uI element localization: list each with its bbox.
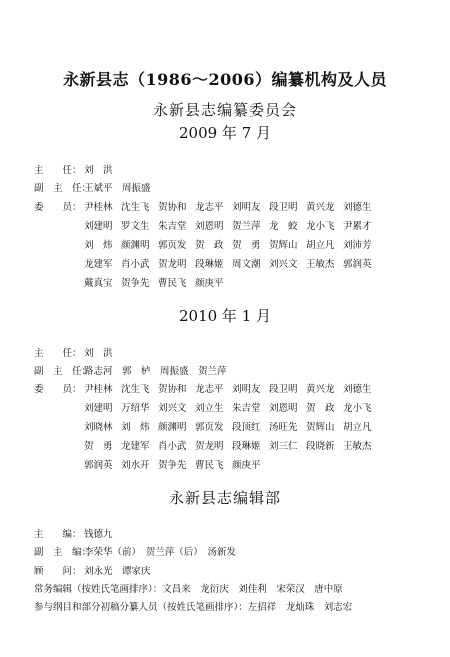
member-name: 贺 勇: [232, 240, 261, 251]
member-name: 龙志平: [195, 384, 224, 395]
member-name: 贺争先: [121, 278, 150, 289]
document-title: 永新县志（1986～2006）编纂机构及人员: [62, 70, 388, 89]
member-name: 尹累才: [343, 221, 372, 232]
advisor-label: 顾 问：: [34, 566, 82, 577]
committee-heading: 永新县志编纂委员会: [152, 101, 297, 119]
member-name: 刘明友: [232, 384, 261, 395]
member-name: 郭页发: [158, 240, 187, 251]
editorial-heading: 永新县志编辑部: [168, 489, 281, 507]
member-name: 刘建明: [84, 403, 113, 414]
member-name: 贺协和: [158, 384, 187, 395]
director-label: 主 任：: [34, 165, 82, 176]
member-names: [84, 237, 380, 255]
advisor-names: 刘永光 谭家庆: [84, 566, 151, 577]
member-name: 龙小飞: [343, 403, 372, 414]
member-name: 肖小武: [158, 441, 187, 452]
member-name: 贺 勇: [84, 441, 113, 452]
member-names: [84, 400, 380, 418]
deputy-director-names: 路志河 郭 栌 周振盛 贺兰萍: [84, 366, 227, 377]
member-names: [84, 199, 380, 217]
director-name: 刘 洪: [84, 165, 113, 176]
member-names: [84, 275, 232, 293]
member-name: 刘晓林: [84, 422, 113, 433]
members-label: 委 员：: [34, 202, 82, 213]
member-name: 刘兴文: [269, 259, 298, 270]
member-name: 刘恩明: [269, 403, 298, 414]
member-name: 贺争先: [158, 460, 187, 471]
member-name: 颜渊明: [121, 240, 150, 251]
member-names: [84, 381, 380, 399]
member-name: 罗文生: [121, 221, 150, 232]
member-name: 颜庚平: [232, 460, 261, 471]
member-name: 胡立凡: [343, 422, 372, 433]
deputy-editor-label: 副 主 编：: [34, 547, 92, 558]
director-name: 刘 洪: [84, 348, 113, 359]
member-name: 刘沛芳: [343, 240, 372, 251]
member-name: 刘德生: [343, 384, 372, 395]
member-name: 龙志平: [195, 202, 224, 213]
member-name: 刘三仁: [269, 441, 298, 452]
member-names: [84, 256, 380, 274]
member-names: [84, 419, 380, 437]
member-name: 沈生飞: [121, 384, 150, 395]
member-name: 贺 政: [306, 403, 335, 414]
member-name: 贺兰萍: [232, 221, 261, 232]
member-name: 刘 炜: [84, 240, 113, 251]
member-name: 段晓新: [306, 441, 335, 452]
standing-editors-text: 常务编辑（按姓氏笔画排序）：文昌来 龙衍庆 刘佳利 宋荣汉 唐中原: [34, 584, 343, 595]
member-name: 段琳姬: [232, 441, 261, 452]
member-name: 刘明友: [232, 202, 261, 213]
member-name: 贺 政: [195, 240, 224, 251]
member-name: 曹民飞: [158, 278, 187, 289]
member-name: 尹桂林: [84, 202, 113, 213]
member-names: [84, 457, 269, 475]
member-name: 贺辉山: [306, 422, 335, 433]
member-name: 龙小飞: [306, 221, 335, 232]
member-name: 段卫明: [269, 384, 298, 395]
chief-editor-name: 钱德九: [84, 529, 113, 540]
member-name: 尹桂林: [84, 384, 113, 395]
member-name: 龙建军: [84, 259, 113, 270]
member-name: 龙 蛟: [269, 221, 298, 232]
member-name: 胡立凡: [306, 240, 335, 251]
member-name: 王敏杰: [306, 259, 335, 270]
member-names: [84, 218, 380, 236]
member-name: 颜庚平: [195, 278, 224, 289]
member-name: 沈生飞: [121, 202, 150, 213]
member-name: 刘兴文: [158, 403, 187, 414]
member-name: 段琳姬: [195, 259, 224, 270]
member-name: 戴真宝: [84, 278, 113, 289]
deputy-editor-names: 李荣华（前） 贺兰萍（后） 汤新发: [84, 547, 237, 558]
member-name: 贺协和: [158, 202, 187, 213]
member-name: 刘水开: [121, 460, 150, 471]
members-label: 委 员：: [34, 384, 82, 395]
member-name: 黄兴龙: [306, 384, 335, 395]
member-name: 颜渊明: [158, 422, 187, 433]
member-name: 郭润英: [343, 259, 372, 270]
member-name: 段卫明: [269, 202, 298, 213]
member-name: 曹民飞: [195, 460, 224, 471]
member-name: 段顶红: [232, 422, 261, 433]
chief-editor-label: 主 编：: [34, 529, 82, 540]
member-name: 刘立生: [195, 403, 224, 414]
member-name: 刘建明: [84, 221, 113, 232]
member-names: [84, 438, 380, 456]
deputy-director-names: 王斌平 周振盛: [84, 183, 151, 194]
deputy-director-label: 副 主 任：: [34, 366, 92, 377]
member-name: 汤旺先: [269, 422, 298, 433]
member-name: 黄兴龙: [306, 202, 335, 213]
director-label: 主 任：: [34, 348, 82, 359]
contributors-text: 参与纲目和部分初稿分纂人员（按姓氏笔画排序）：左招祥 龙灿珠 刘志宏: [34, 602, 353, 613]
member-name: 肖小武: [121, 259, 150, 270]
member-name: 龙建军: [121, 441, 150, 452]
member-name: 朱吉堂: [158, 221, 187, 232]
member-name: 贺辉山: [269, 240, 298, 251]
edition-2010-date: 2010 年 1 月: [178, 307, 272, 325]
deputy-director-label: 副 主 任：: [34, 183, 92, 194]
member-name: 刘德生: [343, 202, 372, 213]
member-name: 朱吉堂: [232, 403, 261, 414]
member-name: 刘 炜: [121, 422, 150, 433]
edition-2009-date: 2009 年 7 月: [178, 124, 272, 142]
member-name: 郭页发: [195, 422, 224, 433]
member-name: 贺龙明: [195, 441, 224, 452]
member-name: 郭润英: [84, 460, 113, 471]
member-name: 刘恩明: [195, 221, 224, 232]
member-name: 王敏杰: [343, 441, 372, 452]
member-name: 贺龙明: [158, 259, 187, 270]
member-name: 万绍华: [121, 403, 150, 414]
member-name: 周文潮: [232, 259, 261, 270]
